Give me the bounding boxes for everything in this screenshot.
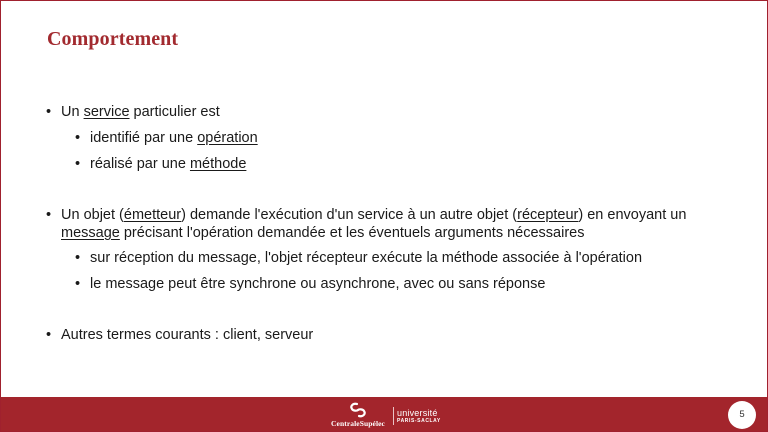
slide-title: Comportement (47, 28, 179, 50)
text: identifié par une (90, 130, 198, 146)
term-methode: méthode (189, 156, 247, 172)
sub-bullet-synchrone (75, 276, 546, 293)
text: le message peut être synchrone ou asynchrone, avec ou sans réponse (90, 276, 546, 292)
page-number: 5 (728, 401, 756, 429)
universite-wordmark: université (397, 408, 438, 418)
sub-bullet-operation (75, 130, 258, 147)
bullet-dot: • (75, 276, 81, 292)
text: Un objet ( (61, 207, 124, 223)
bullet-objet-line2 (61, 225, 584, 242)
term-operation: opération (197, 130, 258, 146)
centralesupelec-logo (325, 402, 391, 430)
bullet-dot: • (75, 250, 81, 266)
text: particulier est (129, 104, 220, 120)
sub-bullet-reception (75, 250, 643, 267)
bullet-dot: • (75, 156, 81, 172)
term-message: message (61, 225, 120, 241)
text: ) demande l'exécution d'un service à un autre objet ( (181, 207, 518, 223)
term-recepteur: récepteur (517, 207, 579, 223)
text: précisant l'opération demandée et les éventuels arguments nécessaires (119, 225, 585, 241)
term-emetteur: émetteur (123, 207, 182, 223)
text: réalisé par une (90, 156, 190, 172)
bullet-service (46, 104, 220, 121)
text: sur réception du message, l'objet récepteur exécute la méthode associée à l'opération (90, 250, 643, 266)
logo-divider (393, 407, 394, 425)
centralesupelec-emblem-icon (347, 402, 369, 418)
footer-bar (1, 397, 768, 432)
term-service: service (83, 104, 130, 120)
text: Un (61, 104, 84, 120)
bullet-dot: • (46, 327, 52, 343)
paris-saclay-logo (397, 409, 441, 425)
centralesupelec-wordmark: CentraleSupélec (331, 419, 385, 428)
bullet-dot: • (46, 104, 52, 120)
slide-content (1, 1, 768, 397)
text: Autres termes courants : client, serveur (61, 327, 314, 343)
bullet-autres-termes (46, 327, 314, 344)
bullet-dot: • (75, 130, 81, 146)
bullet-objet (46, 207, 687, 224)
bullet-dot: • (46, 207, 52, 223)
sub-bullet-methode (75, 156, 247, 173)
paris-saclay-wordmark: PARIS-SACLAY (397, 418, 441, 424)
text: ) en envoyant un (578, 207, 687, 223)
